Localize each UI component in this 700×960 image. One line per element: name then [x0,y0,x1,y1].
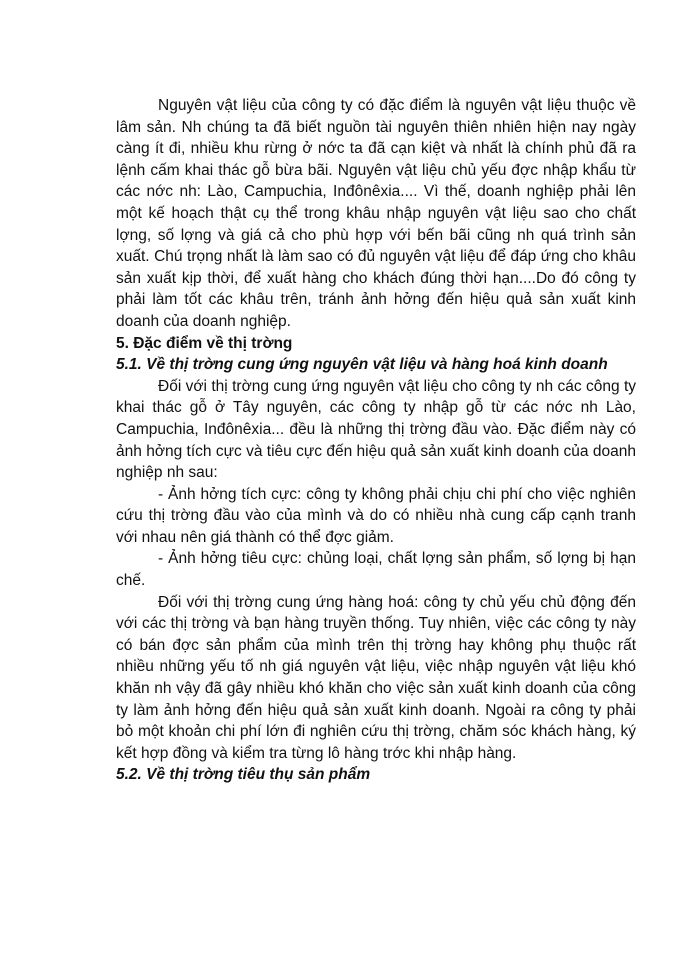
paragraph-raw-materials: Nguyên vật liệu của công ty có đặc điểm là nguyên vật liệu thuộc về lâm sản. Nh chúng ta đã biết nguồn tài nguyên thiên nhiên hiện nay ngày càng ít đi, nhiều khu rừng ở nớc ta đã cạn kiệt và nhất là chính phủ đã ra lệnh cấm khai thác gỗ bừa bãi. Nguyên vật liệu chủ yếu đợc nhập khẩu từ các nớc nh: Lào, Campuchia, Inđônêxia.... Vì thế, doanh nghiệp phải lên một kế hoạch thật cụ thể trong khâu nhập nguyên vật liệu sao cho chất lợng, số lợng và giá cả cho phù hợp với bến bãi cũng nh quá trình sản xuất. Chú trọng nhất là làm sao có đủ nguyên vật liệu để đáp ứng cho khâu sản xuất kịp thời, để xuất hàng cho khách đúng thời hạn....Do đó công ty phải làm tốt các khâu trên, tránh ảnh hởng đến hiệu quả sản xuất kinh doanh của doanh nghiệp. [116,97,636,330]
heading-consumption-market: 5.2. Về thị trờng tiêu thụ sản phẩm [116,766,371,784]
heading-market-characteristics: 5. Đặc điểm về thị trờng [116,334,293,352]
heading-supply-market: 5.1. Về thị trờng cung ứng nguyên vật liệu và hàng hoá kinh doanh [116,356,608,374]
paragraph-supply-market: Đối với thị trờng cung ứng nguyên vật liệu cho công ty nh các công ty khai thác gỗ ở Tây nguyên, các công ty nhập gỗ từ các nớc nh Lào, Campuchia, Inđônêxia... đều là những thị trờng đầu vào. Đặc điểm này có ảnh hởng tích cực và tiêu cực đến hiệu quả sản xuất kinh doanh của doanh nghiệp nh sau: [116,377,636,482]
paragraph-goods-supply: Đối với thị trờng cung ứng hàng hoá: công ty chủ yếu chủ động đến với các thị trờng và bạn hàng truyền thống. Tuy nhiên, việc các công ty này có bán đợc sản phẩm của mình trên thị trờng hay không phụ thuộc rất nhiều những yếu tố nh giá nguyên vật liệu, việc nhập nguyên vật liệu khó khăn nh vậy đã gây nhiều khó khăn cho việc sản xuất kinh doanh của công ty làm ảnh hởng đến hiệu quả sản xuất kinh doanh. Ngoài ra công ty phải bỏ một khoản chi phí lớn đi nghiên cứu thị trờng, chăm sóc khách hàng, ký kết hợp đồng và kiểm tra từng lô hàng trớc khi nhập hàng. [116,593,636,762]
document-body [116,95,636,786]
list-item-positive-impact: - Ảnh hởng tích cực: công ty không phải chịu chi phí cho việc nghiên cứu thị trờng đầu vào của mình và do có nhiều nhà cung cấp cạnh tranh với nhau nên giá thành có thể đợc giảm. [116,485,636,546]
list-item-negative-impact: - Ảnh hởng tiêu cực: chủng loại, chất lợng sản phẩm, số lợng bị hạn chế. [116,550,636,590]
